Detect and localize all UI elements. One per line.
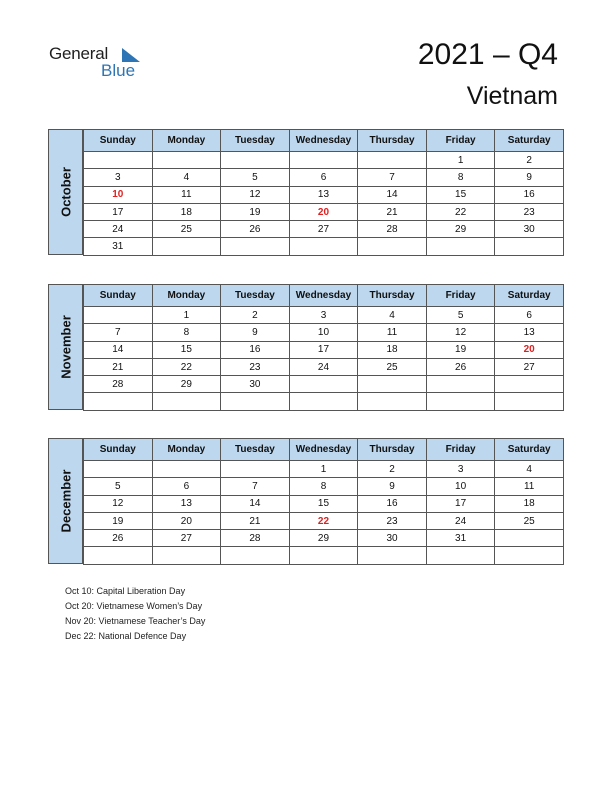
day-cell: 23 [358,512,427,529]
day-cell [289,376,358,393]
day-cell [221,152,290,169]
month-name: October [58,167,73,217]
day-cell: 26 [221,221,290,238]
day-cell [152,393,221,410]
day-cell: 9 [221,324,290,341]
weekday-header: Saturday [495,439,564,461]
day-cell: 13 [289,186,358,203]
day-cell: 5 [84,478,153,495]
weekday-header-row [84,439,564,461]
day-cell: 31 [426,530,495,547]
weekday-header-row [84,130,564,152]
day-cell: 8 [152,324,221,341]
day-cell: 30 [221,376,290,393]
day-cell [426,238,495,255]
weekday-header: Sunday [84,439,153,461]
day-cell: 29 [289,530,358,547]
day-cell: 6 [289,169,358,186]
week-row [84,393,564,410]
day-cell [289,152,358,169]
day-cell: 3 [289,307,358,324]
day-cell: 2 [495,152,564,169]
week-row [84,495,564,512]
day-cell: 25 [152,221,221,238]
day-cell: 4 [152,169,221,186]
day-cell: 25 [495,512,564,529]
day-cell: 17 [289,341,358,358]
day-cell: 14 [358,186,427,203]
day-cell: 7 [221,478,290,495]
week-row [84,169,564,186]
weekday-header: Thursday [358,439,427,461]
day-cell: 2 [221,307,290,324]
week-row [84,152,564,169]
day-cell: 19 [426,341,495,358]
day-cell: 1 [426,152,495,169]
day-cell: 19 [84,512,153,529]
day-cell [152,461,221,478]
week-row [84,238,564,255]
day-cell [358,238,427,255]
day-cell: 16 [495,186,564,203]
week-row [84,478,564,495]
day-cell [495,530,564,547]
week-row [84,512,564,529]
calendar-table [83,129,564,256]
month-block-november [48,284,564,410]
day-cell: 17 [84,203,153,220]
weekday-header: Wednesday [289,439,358,461]
holiday-note: Dec 22: National Defence Day [65,631,187,641]
weekday-header: Thursday [358,285,427,307]
day-cell [358,393,427,410]
weekday-header: Friday [426,130,495,152]
day-cell: 17 [426,495,495,512]
day-cell [358,547,427,564]
day-cell: 26 [426,358,495,375]
day-cell: 23 [495,203,564,220]
day-cell [289,393,358,410]
day-cell: 9 [358,478,427,495]
week-row [84,221,564,238]
day-cell: 27 [152,530,221,547]
day-cell [495,376,564,393]
day-cell: 11 [358,324,427,341]
day-cell: 23 [221,358,290,375]
week-row [84,547,564,564]
day-cell: 5 [221,169,290,186]
day-cell: 20 [289,203,358,220]
weekday-header: Friday [426,439,495,461]
generalblue-logo [49,44,159,84]
day-cell [84,547,153,564]
holiday-note: Oct 20: Vietnamese Women’s Day [65,601,203,611]
weekday-header: Wednesday [289,285,358,307]
weekday-header: Saturday [495,130,564,152]
weekday-header: Monday [152,285,221,307]
day-cell: 21 [358,203,427,220]
holiday-note: Nov 20: Vietnamese Teacher’s Day [65,616,206,626]
day-cell [152,547,221,564]
day-cell [152,152,221,169]
day-cell: 11 [152,186,221,203]
month-name: December [58,469,73,533]
day-cell: 29 [426,221,495,238]
day-cell: 1 [289,461,358,478]
weekday-header: Friday [426,285,495,307]
day-cell: 15 [426,186,495,203]
day-cell [426,376,495,393]
holiday-note: Oct 10: Capital Liberation Day [65,586,186,596]
day-cell: 14 [221,495,290,512]
weekday-header: Tuesday [221,439,290,461]
weekday-header: Monday [152,439,221,461]
day-cell [495,547,564,564]
day-cell: 10 [84,186,153,203]
logo-general-text: General [49,44,109,63]
day-cell: 13 [495,324,564,341]
day-cell: 4 [495,461,564,478]
weekday-header-row [84,285,564,307]
day-cell: 18 [358,341,427,358]
day-cell: 21 [84,358,153,375]
day-cell: 27 [289,221,358,238]
day-cell: 3 [84,169,153,186]
month-label-panel [48,284,83,410]
day-cell: 16 [221,341,290,358]
day-cell [84,152,153,169]
holiday-notes [65,584,205,644]
week-row [84,376,564,393]
day-cell: 2 [358,461,427,478]
day-cell: 27 [495,358,564,375]
day-cell [289,238,358,255]
day-cell: 9 [495,169,564,186]
calendar-table [83,438,564,565]
day-cell: 6 [152,478,221,495]
week-row [84,530,564,547]
week-row [84,203,564,220]
day-cell: 8 [289,478,358,495]
week-row [84,358,564,375]
day-cell [495,238,564,255]
day-cell: 13 [152,495,221,512]
week-row [84,186,564,203]
calendar-table [83,284,564,411]
page-title: 2021 – Q4 [417,38,558,71]
country-name: Vietnam [466,82,558,110]
week-row [84,307,564,324]
month-block-december [48,438,564,564]
day-cell [152,238,221,255]
day-cell [495,393,564,410]
day-cell: 12 [426,324,495,341]
day-cell: 14 [84,341,153,358]
day-cell: 11 [495,478,564,495]
day-cell: 18 [495,495,564,512]
day-cell: 29 [152,376,221,393]
day-cell [84,461,153,478]
weekday-header: Tuesday [221,285,290,307]
logo-triangle-icon [122,48,140,62]
week-row [84,461,564,478]
day-cell: 21 [221,512,290,529]
weekday-header: Tuesday [221,130,290,152]
day-cell: 4 [358,307,427,324]
day-cell [426,547,495,564]
day-cell: 24 [426,512,495,529]
day-cell [358,152,427,169]
day-cell: 7 [358,169,427,186]
month-label-panel [48,438,83,564]
weekday-header: Saturday [495,285,564,307]
day-cell: 10 [426,478,495,495]
day-cell: 18 [152,203,221,220]
day-cell: 31 [84,238,153,255]
day-cell: 12 [84,495,153,512]
weekday-header: Sunday [84,130,153,152]
day-cell: 12 [221,186,290,203]
weekday-header: Wednesday [289,130,358,152]
week-row [84,341,564,358]
day-cell: 28 [84,376,153,393]
day-cell [84,307,153,324]
day-cell [84,393,153,410]
day-cell: 3 [426,461,495,478]
day-cell [358,376,427,393]
month-name: November [58,315,73,379]
day-cell: 22 [289,512,358,529]
day-cell: 24 [84,221,153,238]
day-cell: 6 [495,307,564,324]
day-cell [289,547,358,564]
day-cell: 1 [152,307,221,324]
day-cell: 28 [358,221,427,238]
day-cell: 28 [221,530,290,547]
day-cell: 20 [495,341,564,358]
day-cell: 22 [152,358,221,375]
day-cell: 30 [358,530,427,547]
day-cell [221,547,290,564]
day-cell: 5 [426,307,495,324]
day-cell: 24 [289,358,358,375]
day-cell [221,238,290,255]
day-cell [426,393,495,410]
weekday-header: Sunday [84,285,153,307]
day-cell: 30 [495,221,564,238]
day-cell: 22 [426,203,495,220]
day-cell: 19 [221,203,290,220]
day-cell: 15 [152,341,221,358]
day-cell: 25 [358,358,427,375]
weekday-header: Thursday [358,130,427,152]
day-cell: 8 [426,169,495,186]
weekday-header: Monday [152,130,221,152]
week-row [84,324,564,341]
month-label-panel [48,129,83,255]
day-cell: 20 [152,512,221,529]
day-cell [221,393,290,410]
month-block-october [48,129,564,255]
day-cell: 26 [84,530,153,547]
day-cell: 10 [289,324,358,341]
logo-blue-text: Blue [101,61,136,80]
day-cell: 15 [289,495,358,512]
day-cell: 7 [84,324,153,341]
day-cell: 16 [358,495,427,512]
day-cell [221,461,290,478]
